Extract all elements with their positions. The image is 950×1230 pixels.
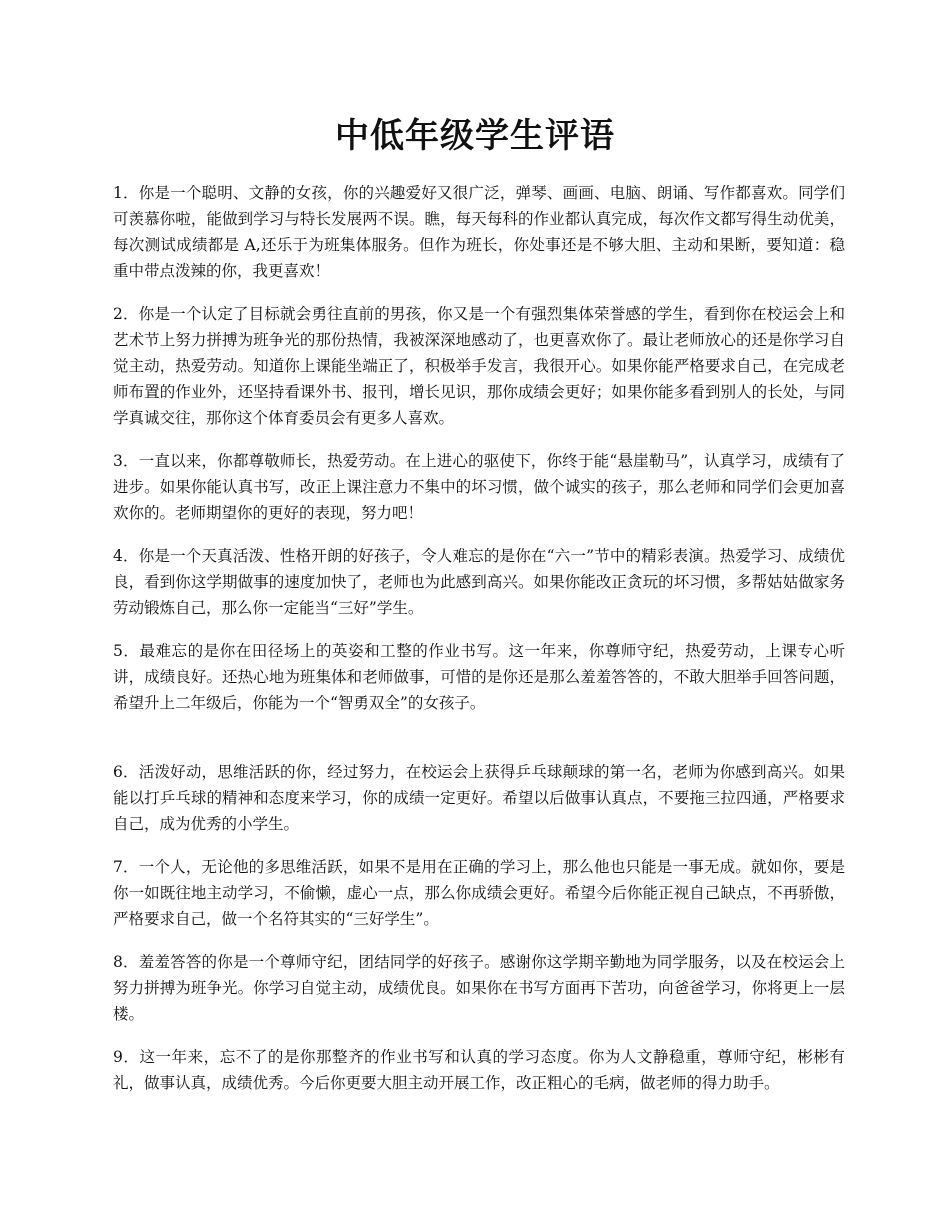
comment-paragraph-8: 8．羞羞答答的你是一个尊师守纪，团结同学的好孩子。感谢你这学期辛勤地为同学服务，以及在校运会上努力拼搏为班争光。你学习自觉主动，成绩优良。如果你在书写方面再下苦功，向爸爸学习，你将更上一层楼。 bbox=[113, 953, 845, 1023]
comment-paragraph-3: 3．一直以来，你都尊敬师长，热爱劳动。在上进心的驱使下，你终于能“悬崖勒马”，认真学习，成绩有了进步。如果你能认真书写，改正上课注意力不集中的坏习惯，做个诚实的孩子，那么老师和同学们会更加喜欢你的。老师期望你的更好的表现，努力吧！ bbox=[113, 452, 845, 522]
comment-list bbox=[113, 180, 845, 1113]
comment-paragraph-4: 4．你是一个天真活泼、性格开朗的好孩子，令人难忘的是你在“六一”节中的精彩表演。热爱学习、成绩优良，看到你这学期做事的速度加快了，老师也为此感到高兴。如果你能改正贪玩的坏习惯，多帮姑姑做家务劳动锻炼自己，那么你一定能当“三好”学生。 bbox=[113, 547, 845, 617]
comment-paragraph-7: 7．一个人，无论他的多思维活跃，如果不是用在正确的学习上，那么他也只能是一事无成。就如你，要是你一如既往地主动学习，不偷懒，虚心一点，那么你成绩会更好。希望今后你能正视自己缺点，不再骄傲，严格要求自己，做一个名符其实的“三好学生”。 bbox=[113, 858, 845, 928]
comment-paragraph-9: 9．这一年来，忘不了的是你那整齐的作业书写和认真的学习态度。你为人文静稳重，尊师守纪，彬彬有礼，做事认真，成绩优秀。今后你更要大胆主动开展工作，改正粗心的毛病，做老师的得力助手。 bbox=[113, 1048, 845, 1092]
comment-paragraph-1: 1．你是一个聪明、文静的女孩，你的兴趣爱好又很广泛，弹琴、画画、电脑、朗诵、写作都喜欢。同学们可羡慕你啦，能做到学习与特长发展两不误。瞧，每天每科的作业都认真完成，每次作文都写得生动优美，每次测试成绩都是 A,还乐于为班集体服务。但作为班长，你处事还是不够大胆、主动和果断，要知道：稳重中带点泼辣的你，我更喜欢！ bbox=[113, 184, 845, 280]
comment-paragraph-2: 2．你是一个认定了目标就会勇往直前的男孩，你又是一个有强烈集体荣誉感的学生，看到你在校运会上和艺术节上努力拼搏为班争光的那份热情，我被深深地感动了，也更喜欢你了。最让老师放心的还是你学习自觉主动，热爱劳动。知道你上课能坐端正了，积极举手发言，我很开心。如果你能严格要求自己，在完成老师布置的作业外，还坚持看课外书、报刊，增长见识，那你成绩会更好；如果你能多看到别人的长处，与同学真诚交往，那你这个体育委员会有更多人喜欢。 bbox=[113, 305, 845, 427]
comment-paragraph-5: 5．最难忘的是你在田径场上的英姿和工整的作业书写。这一年来，你尊师守纪，热爱劳动，上课专心听讲，成绩良好。还热心地为班集体和老师做事，可惜的是你还是那么羞羞答答的，不敢大胆举手回答问题，希望升上二年级后，你能为一个“智勇双全”的女孩子。 bbox=[113, 642, 845, 712]
page-title: 中低年级学生评语 bbox=[335, 116, 615, 156]
comment-paragraph-6: 6．活泼好动，思维活跃的你，经过努力，在校运会上获得乒乓球颠球的第一名，老师为你感到高兴。如果能以打乒乓球的精神和态度来学习，你的成绩一定更好。希望以后做事认真点，不要拖三拉四通，严格要求自己，成为优秀的小学生。 bbox=[113, 763, 845, 833]
